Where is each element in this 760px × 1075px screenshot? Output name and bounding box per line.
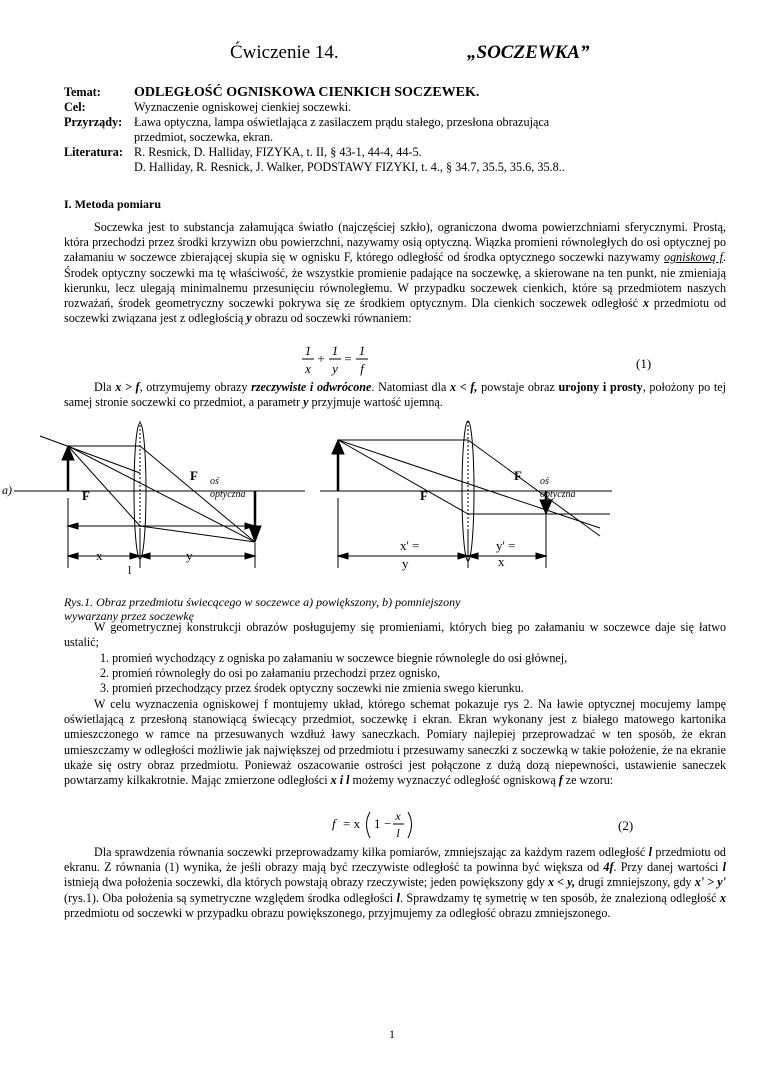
para5-d: istnieją dwa położenia soczewki, dla których powstają obrazy rzeczywiste; jeden powiększony gdy <box>64 875 545 890</box>
page-number: 1 <box>389 1027 395 1041</box>
literature-row <box>64 145 704 175</box>
eq2-minus: − <box>384 816 392 831</box>
paragraph-image-types <box>64 380 726 410</box>
axis-label-b2: optyczna <box>540 489 576 500</box>
dim-arrow-a5 <box>68 523 78 529</box>
equation-2-number: (2) <box>618 818 634 833</box>
dim-l-label-a: l <box>128 563 132 577</box>
eq2-lparen <box>367 812 371 838</box>
equation-1 <box>300 342 380 382</box>
paragraph-intro <box>64 220 726 326</box>
eq2-rparen <box>408 812 412 838</box>
exercise-name: „SOCZEWKA” <box>467 42 590 63</box>
diagram-a <box>14 421 305 568</box>
cond-x-lt-f: x < f, <box>450 380 478 394</box>
para5-f: (rys.1). Oba położenia są symetryczne względem środka odległości <box>64 890 394 905</box>
equation-2 <box>330 806 420 846</box>
dim-arrow-a4 <box>245 553 255 559</box>
var-f: f <box>558 773 563 788</box>
section-heading: I. Metoda pomiaru <box>64 197 161 211</box>
literature-label: Literatura: <box>64 145 123 159</box>
para4-text: W celu wyznaczenia ogniskowej f montujemy układ, którego schemat pokazuje rys 2. Na ławie optycznej mocujemy lampę oświetlającą z przesłoną stanowiącą świecący przedmiot, soczewkę i ekran. Ekran wykonany jest z białego matowego kartonika umieszczonego w ramce na przesuwanych wzdłuż ławy saneczkach. Pomiary najlepiej przeprowadzać w ten sposób, że ekran umieszczamy w odległości możliwie jak największej od przedmiotu i przesuwamy saneczki z soczewką w takie położenie, że na ekranie ukaże się ostry obraz przedmiotu. Ponieważ oszacowanie ostrości jest połączone z dużą dozą niepewności, ustawienie saneczek powtarzamy kilkakrotnie. Mając zmierzone odległości <box>64 697 726 788</box>
lens-figure <box>0 418 760 596</box>
eq1-equals: = <box>344 351 352 366</box>
paragraph-verification <box>64 845 726 921</box>
list-item: 1. promień wychodzący z ogniska po załamaniu w soczewce biegnie równolegle do osi głównej, <box>100 651 568 665</box>
para5-g: . Sprawdzamy tę symetrię w ten sposób, że znalezioną odległość <box>399 890 717 905</box>
focus-label-a1: F <box>82 488 90 503</box>
literature-value <box>134 145 704 175</box>
dim-xprime-b: x' = <box>400 538 420 553</box>
list-item: 2. promień równoległy do osi po załamaniu przechodzi przez ognisko, <box>100 666 441 681</box>
eq2-f: f <box>332 816 336 831</box>
para5-c: . Przy danej wartości <box>613 860 719 875</box>
dim-xprime-val-b: y <box>402 556 409 571</box>
figure-caption-line-2: wywarzany przez soczewkę <box>64 609 194 623</box>
var-l-3: l <box>396 890 400 905</box>
list-item: 3. promień przechodzący przez środek optyczny soczewki nie zmienia swego kierunku. <box>100 681 524 696</box>
eq2-eq-x: = x <box>343 816 361 831</box>
equipment-line-1: Ława optyczna, lampa oświetlająca z zasilaczem prądu stałego, przesłona obrazująca <box>134 115 550 129</box>
cond-x-lt-y: x < y, <box>547 875 576 890</box>
topic-value: ODLEGŁOŚĆ OGNISKOWA CIENKICH SOCZEWEK. <box>134 85 480 100</box>
axis-label-a2: optyczna <box>210 489 246 500</box>
eq2-den-l: l <box>396 826 400 840</box>
para5-e: drugi zmniejszony, gdy <box>578 875 692 890</box>
axis-label-b1: oś <box>540 476 549 487</box>
focus-label-a2: F <box>190 468 198 483</box>
ray-a-6 <box>40 436 140 473</box>
ray-a-4 <box>68 446 140 526</box>
para2-b: , otrzymujemy obrazy <box>139 380 248 394</box>
para4-b: możemy wyznaczyć odległość ogniskową <box>352 773 556 788</box>
focus-label-b1: F <box>420 488 428 503</box>
para1-text: Soczewka jest to substancja załamująca światło (najczęściej szkło), ograniczona dwoma powierzchniami sferycznymi. Prostą, która przechodzi przez środki krzywizn obu powierzchni, nazywamy osią optyczną. Wiązka promieni równoległych do osi optycznej po załamaniu w soczewce zbierającej skupia się w ognisku F, którego odległość od środka optycznego soczewki nazywamy <box>64 220 726 265</box>
goal-value: Wyznaczenie ogniskowej cienkiej soczewki. <box>134 100 352 114</box>
ray-a-5 <box>140 526 255 542</box>
dim-arrow-b1 <box>338 553 348 559</box>
dim-arrow-a3 <box>140 553 150 559</box>
eq1-num-c: 1 <box>358 343 366 358</box>
para1-text-b: . Środek optyczny soczewki ma tę właściwość, że wszystkie promienie padające na soczewkę, a skierowane na ten punkt, nie zmieniają kierunku, lecz ulegają minimalnemu przesunięciu równoległemu. W przypadku soczewek cienkich, które są przedmiotem naszych rozważań, środek geometryczny soczewki pokrywa się ze środkiem optycznym. Dla cienkich soczewek odległość <box>64 250 727 311</box>
para5-h: przedmiotu od soczewki w przypadku obrazu powiększonego, przyjmujemy za odległość obrazu zmniejszonego. <box>64 905 611 920</box>
literature-line-1: R. Resnick, D. Halliday, FIZYKA, t. II, § 43-1, 44-4, 44-5. <box>134 145 422 159</box>
eq1-plus: + <box>317 351 325 366</box>
para5-a: Dla sprawdzenia równania soczewki przeprowadzamy kilka pomiarów, zmniejszając za każdym razem odległość <box>94 845 646 859</box>
paragraph-method <box>64 697 726 788</box>
goal-label: Cel: <box>64 100 86 114</box>
dim-y-a: y <box>186 548 193 563</box>
para2-c: . Natomiast dla <box>371 380 447 394</box>
eq2-one: 1 <box>374 816 381 831</box>
para2-f: przyjmuje wartość ujemną. <box>311 395 443 410</box>
para2-e: , położony po tej samej stronie soczewki co przedmiot, a parametr <box>64 380 727 410</box>
focal-length-term: ogniskową f <box>664 250 723 265</box>
para3-text: W geometrycznej konstrukcji obrazów posługujemy się promieniami, których bieg po załamaniu w soczewce daje się łatwo ustalić; <box>64 620 726 650</box>
axis-label-a1: oś <box>210 476 219 487</box>
equipment-line-2: przedmiot, soczewka, ekran. <box>134 130 274 144</box>
virtual-upright-term: urojony i prosty <box>558 380 643 394</box>
equipment-label: Przyrządy: <box>64 115 123 129</box>
exercise-number: Ćwiczenie 14. <box>230 42 339 63</box>
paragraph-construction <box>64 620 726 650</box>
cond-xp-gt-yp: x' > y' <box>694 875 726 890</box>
eq1-den-y: y <box>332 361 338 376</box>
para1-text-d: obrazu od soczewki równaniem: <box>254 311 412 326</box>
literature-line-2: D. Halliday, R. Resnick, J. Walker, PODSTAWY FIZYKI, t. 4., § 34.7, 35.5, 35.6, 35.8.. <box>134 160 565 174</box>
equipment-row <box>64 115 704 145</box>
var-y-2: y <box>303 395 309 410</box>
var-x-l: x i l <box>330 773 350 788</box>
eq1-num-b: 1 <box>331 343 339 358</box>
var-4f: 4f <box>603 860 614 875</box>
var-y: y <box>246 311 252 326</box>
ray-b-3 <box>338 440 600 528</box>
para2-d: powstaje obraz <box>481 380 555 394</box>
para5-b: przedmiotu od ekranu. Z równania (1) wynika, że jeśli obrazy mają być rzeczywiste odległość ta powinna być większa od <box>64 845 726 875</box>
var-x: x <box>642 296 649 311</box>
var-l-1: l <box>648 845 653 859</box>
figure-caption <box>64 595 584 623</box>
dim-yprime-b: y' = <box>496 538 516 553</box>
dim-arrow-b4 <box>536 553 546 559</box>
equation-1-number: (1) <box>636 356 652 371</box>
eq1-den-x: x <box>305 361 311 376</box>
figure-caption-line-1: Rys.1. Obraz przedmiotu świecącego w soczewce a) powiększony, b) pomniejszony <box>64 595 461 609</box>
ray-rules-list <box>100 651 720 697</box>
para2-a: Dla <box>94 380 112 394</box>
meta-block <box>64 85 704 175</box>
dim-arrow-a1 <box>68 553 78 559</box>
image-arrowhead-b <box>540 500 552 514</box>
equipment-value <box>134 115 704 145</box>
eq2-num-x: x <box>395 809 401 823</box>
topic-label: Temat: <box>64 85 101 99</box>
eq1-den-f: f <box>360 361 364 376</box>
topic-row <box>64 85 704 100</box>
goal-row <box>64 100 704 115</box>
eq1-num-a: 1 <box>304 343 312 358</box>
dim-yprime-val-b: x <box>498 554 505 569</box>
para1-text-c: przedmiotu od soczewki związana jest z odległością <box>64 296 727 326</box>
cond-x-gt-f: x > f <box>115 380 140 394</box>
figure-label-a: a) <box>2 483 12 497</box>
focus-label-b2: F <box>514 468 522 483</box>
real-inverted-term: rzeczywiste i odwrócone <box>251 380 372 394</box>
dim-x-a: x <box>96 548 103 563</box>
var-x-3: x <box>719 890 727 905</box>
var-l-2: l <box>722 860 726 875</box>
para4-c: ze wzoru: <box>565 773 614 788</box>
